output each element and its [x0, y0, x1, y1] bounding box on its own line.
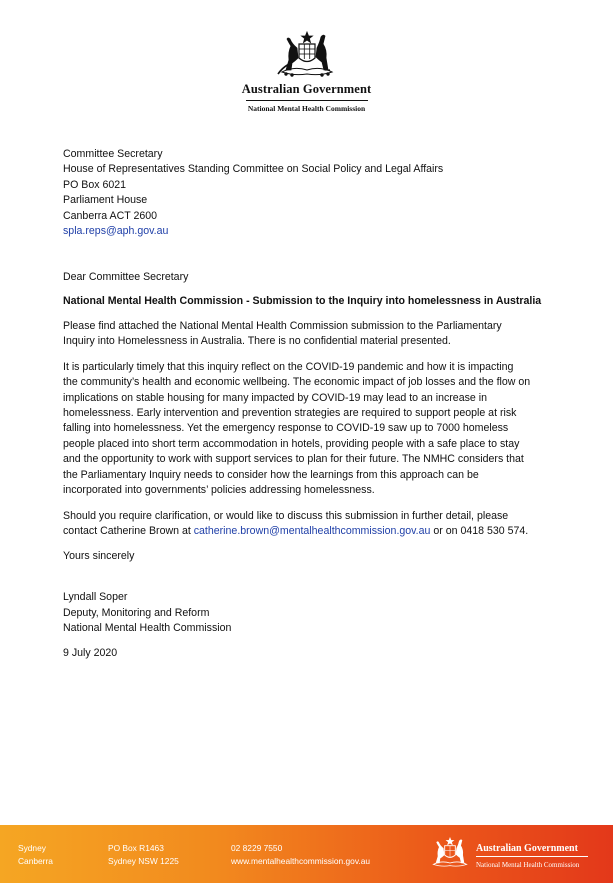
- paragraph-line: implications on stable housing for many impacted by COVID-19 may lead to an increase in: [63, 391, 487, 404]
- paragraph-line: the community’s health and economic wellbeing. The economic impact of job losses and the flow on: [63, 376, 531, 389]
- header-rule: [246, 100, 368, 101]
- address-line: House of Representatives Standing Committee on Social Policy and Legal Affairs: [63, 163, 444, 176]
- recipient-address: [63, 147, 563, 239]
- letter-subject: National Mental Health Commission - Submission to the Inquiry into homelessness in Australia: [63, 294, 542, 307]
- contact-suffix: or on 0418 530 574.: [430, 524, 529, 537]
- paragraph-line: people placed into short term accommodation in hotels, providing people with a safe place to stay: [63, 437, 520, 450]
- footer-postal-line: Sydney NSW 1225: [108, 856, 179, 866]
- signatory-name: Lyndall Soper: [63, 591, 128, 604]
- paragraph-contact: [63, 509, 563, 540]
- footer-agency-name: National Mental Health Commission: [476, 861, 580, 869]
- agency-name: National Mental Health Commission: [247, 104, 366, 113]
- footer-city: Sydney: [18, 843, 46, 853]
- closing: Yours sincerely: [63, 550, 135, 563]
- footer-logo: [428, 833, 608, 877]
- paragraph-line: Should you require clarification, or would like to discuss this submission in further detail, please: [63, 509, 509, 522]
- address-line: Canberra ACT 2600: [63, 209, 158, 222]
- address-line: Committee Secretary: [63, 148, 163, 160]
- recipient-email-link[interactable]: spla.reps@aph.gov.au: [63, 225, 169, 238]
- footer-government-name: Australian Government: [476, 843, 578, 854]
- paragraph-line: incorporated into governments’ policies addressing homelessness.: [63, 484, 375, 497]
- signature-block: [63, 590, 563, 636]
- contact-prefix: contact Catherine Brown at: [63, 524, 194, 537]
- paragraph-line: Inquiry into Homelessness in Australia. There is no confidential material presented.: [63, 335, 451, 348]
- coat-of-arms-icon: [428, 835, 472, 871]
- signatory-title: Deputy, Monitoring and Reform: [63, 606, 210, 619]
- footer-bar: [0, 825, 613, 883]
- paragraph-line: Please find attached the National Mental Health Commission submission to the Parliamentary: [63, 320, 502, 333]
- government-name: Australian Government: [241, 82, 372, 96]
- paragraph-attachment: [63, 319, 563, 350]
- coat-of-arms-icon: [274, 30, 340, 80]
- paragraph-line: [63, 524, 563, 539]
- footer-phone: 02 8229 7550: [231, 843, 283, 853]
- paragraph-line: falling into homelessness. Yet the emergency response to COVID-19 saw up to 7000 homeless: [63, 422, 509, 435]
- header-logo: [0, 30, 613, 113]
- address-line: Parliament House: [63, 194, 148, 207]
- footer-postal-line: PO Box R1463: [108, 843, 164, 853]
- salutation: Dear Committee Secretary: [63, 271, 189, 284]
- footer-cities: [18, 842, 53, 868]
- footer-postal: [108, 842, 179, 868]
- footer-rule: [476, 856, 588, 857]
- signatory-organisation: National Mental Health Commission: [63, 621, 232, 634]
- paragraph-covid: [63, 360, 563, 499]
- contact-email-link[interactable]: catherine.brown@mentalhealthcommission.gov.au: [193, 524, 431, 537]
- footer-city: Canberra: [18, 856, 53, 866]
- footer-website-link[interactable]: www.mentalhealthcommission.gov.au: [231, 856, 371, 866]
- paragraph-line: and the opportunity to work with support services to plan for their future. The NMHC considers that: [63, 453, 524, 466]
- paragraph-line: homelessness. Early intervention and prevention strategies are required to support people at risk: [63, 407, 517, 420]
- footer-contact: [231, 842, 370, 868]
- address-line: PO Box 6021: [63, 178, 127, 191]
- paragraph-line: It is particularly timely that this inquiry reflect on the COVID-19 pandemic and how it is impacting: [63, 360, 514, 373]
- letter-body: [63, 147, 563, 662]
- letter-date: 9 July 2020: [63, 647, 118, 660]
- paragraph-line: the Parliamentary Inquiry needs to consider how the learnings from this approach can be: [63, 468, 479, 481]
